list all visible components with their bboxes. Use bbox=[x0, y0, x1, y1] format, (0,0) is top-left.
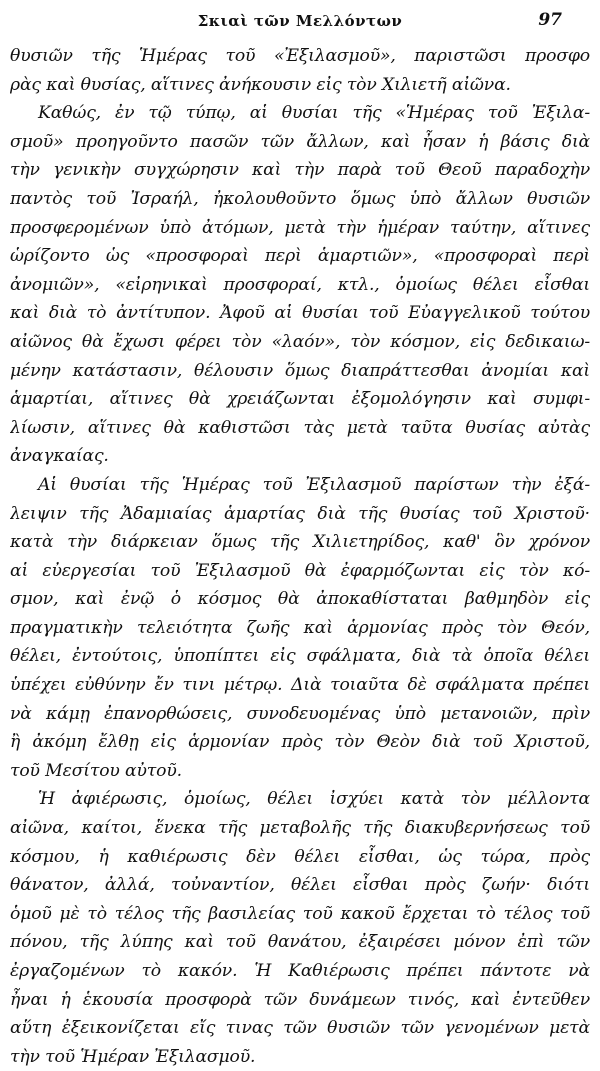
paragraph-first-line: Ἡ ἀφιέρωσις, ὁμοίως, θέλει ἰσχύει κατὰ τὸν μέλλοντα bbox=[38, 789, 590, 810]
body-text bbox=[10, 42, 590, 1071]
text-line: θάνατον, ἀλλά, τοὐναντίον, θέλει εἶσθαι πρὸς ζωήν· διότι bbox=[10, 875, 590, 896]
text-line: λίωσιν, αἵτινες θὰ καθιστῶσι τὰς μετὰ ταῦτα θυσίας αὐτὰς bbox=[10, 417, 590, 438]
text-line: καὶ διὰ τὸ ἀντίτυπον. Ἀφοῦ αἱ θυσίαι τοῦ Εὐαγγελικοῦ τούτου bbox=[10, 303, 590, 324]
text-line: κατὰ τὴν διάρκειαν ὅμως τῆς Χιλιετηρίδος, καθ' ὃν χρόνον bbox=[10, 532, 590, 553]
text-line: ρὰς καὶ θυσίας, αἵτινες ἀνήκουσιν εἰς τὸν Χιλιετῆ αἰῶνα. bbox=[10, 74, 511, 95]
text-line: θέλει, ἐντούτοις, ὑποπίπτει εἰς σφάλματα, διὰ τὰ ὁποῖα θέλει bbox=[10, 646, 590, 667]
text-line: θυσιῶν τῆς Ἡμέρας τοῦ «Ἐξιλασμοῦ», παριστῶσι προσφο bbox=[10, 46, 590, 66]
text-line: ἀναγκαίας. bbox=[10, 446, 109, 467]
text-line: ἁμαρτίαι, αἵτινες θὰ χρειάζωνται ἐξομολόγησιν καὶ συμφι- bbox=[10, 389, 590, 410]
text-line: μένην κατάστασιν, θέλουσιν ὅμως διαπράττεσθαι ἀνομίαι καὶ bbox=[10, 360, 590, 381]
text-line: ἦναι ἡ ἑκουσία προσφορὰ τῶν δυνάμεων τινός, καὶ ἐντεῦθεν bbox=[10, 989, 590, 1010]
running-title: Σκιαὶ τῶν Μελλόντων bbox=[197, 12, 403, 30]
text-line: ἀνομιῶν», «εἰρηνικαὶ προσφοραί, κτλ., ὁμοίως θέλει εἶσθαι bbox=[10, 274, 590, 295]
text-line: κόσμου, ἡ καθιέρωσις δὲν θέλει εἶσθαι, ὡς τώρα, πρὸς bbox=[10, 846, 590, 867]
text-line: τὴν τοῦ Ἡμέραν Ἐξιλασμοῦ. bbox=[10, 1046, 256, 1067]
text-line: αἰῶνα, καίτοι, ἕνεκα τῆς μεταβολῆς τῆς διακυβερνήσεως τοῦ bbox=[10, 818, 590, 839]
text-line: νὰ κάμῃ ἐπανορθώσεις, συνοδευομένας ὑπὸ μετανοιῶν, πρὶν bbox=[10, 703, 590, 724]
text-line: λειψιν τῆς Ἀδαμιαίας ἁμαρτίας διὰ τῆς θυσίας τοῦ Χριστοῦ· bbox=[10, 503, 590, 524]
text-line: τὴν γενικὴν συγχώρησιν καὶ τὴν παρὰ τοῦ Θεοῦ παραδοχὴν bbox=[10, 160, 590, 181]
text-line: αὕτη ἐξεικονίζεται εἴς τινας τῶν θυσιῶν τῶν γενομένων μετὰ bbox=[10, 1018, 590, 1039]
text-line: σμον, καὶ ἐνῷ ὁ κόσμος θὰ ἀποκαθίσταται βαθμηδὸν εἰς bbox=[10, 589, 590, 610]
paragraph-first-line: Αἱ θυσίαι τῆς Ἡμέρας τοῦ Ἐξιλασμοῦ παρίστων τὴν ἐξά- bbox=[38, 474, 590, 495]
page-header bbox=[10, 6, 590, 34]
text-line: ἐργαζομένων τὸ κακόν. Ἡ Καθιέρωσις πρέπει πάντοτε νὰ bbox=[10, 961, 590, 981]
text-line: ἢ ἀκόμη ἔλθῃ εἰς ἁρμονίαν πρὸς τὸν Θεὸν διὰ τοῦ Χριστοῦ, bbox=[10, 732, 590, 753]
text-line: αἱ εὐεργεσίαι τοῦ Ἐξιλασμοῦ θὰ ἐφαρμόζωνται εἰς τὸν κό- bbox=[10, 560, 590, 581]
text-line: τοῦ Μεσίτου αὐτοῦ. bbox=[10, 760, 182, 781]
text-line: αἰῶνος θὰ ἔχωσι φέρει τὸν «λαόν», τὸν κόσμον, εἰς δεδικαιω- bbox=[10, 331, 590, 352]
text-line: πόνου, τῆς λύπης καὶ τοῦ θανάτου, ἐξαιρέσει μόνον ἐπὶ τῶν bbox=[10, 932, 590, 953]
text-line: σμοῦ» προηγοῦντο πασῶν τῶν ἄλλων, καὶ ἦσαν ἡ βάσις διὰ bbox=[10, 131, 590, 152]
text-line: ὑπέχει εὐθύνην ἔν τινι μέτρῳ. Διὰ τοιαῦτα δὲ σφάλματα πρέπει bbox=[10, 675, 590, 696]
paragraph-first-line: Καθώς, ἐν τῷ τύπῳ, αἱ θυσίαι τῆς «Ἡμέρας τοῦ Ἐξιλα- bbox=[38, 103, 590, 124]
text-line: ὡρίζοντο ὡς «προσφοραὶ περὶ ἁμαρτιῶν», «προσφοραὶ περὶ bbox=[10, 246, 590, 267]
text-line: πραγματικὴν τελειότητα ζωῆς καὶ ἁρμονίας πρὸς τὸν Θεόν, bbox=[10, 617, 590, 638]
text-line: ὁμοῦ μὲ τὸ τέλος τῆς βασιλείας τοῦ κακοῦ ἔρχεται τὸ τέλος τοῦ bbox=[10, 903, 590, 924]
text-line: προσφερομένων ὑπὸ ἀτόμων, μετὰ τὴν ἡμέραν ταύτην, αἵτινες bbox=[10, 217, 590, 238]
text-line: παντὸς τοῦ Ἰσραήλ, ἠκολουθοῦντο ὅμως ὑπὸ ἄλλων θυσιῶν bbox=[10, 188, 590, 209]
page-number: 97 bbox=[538, 10, 562, 30]
